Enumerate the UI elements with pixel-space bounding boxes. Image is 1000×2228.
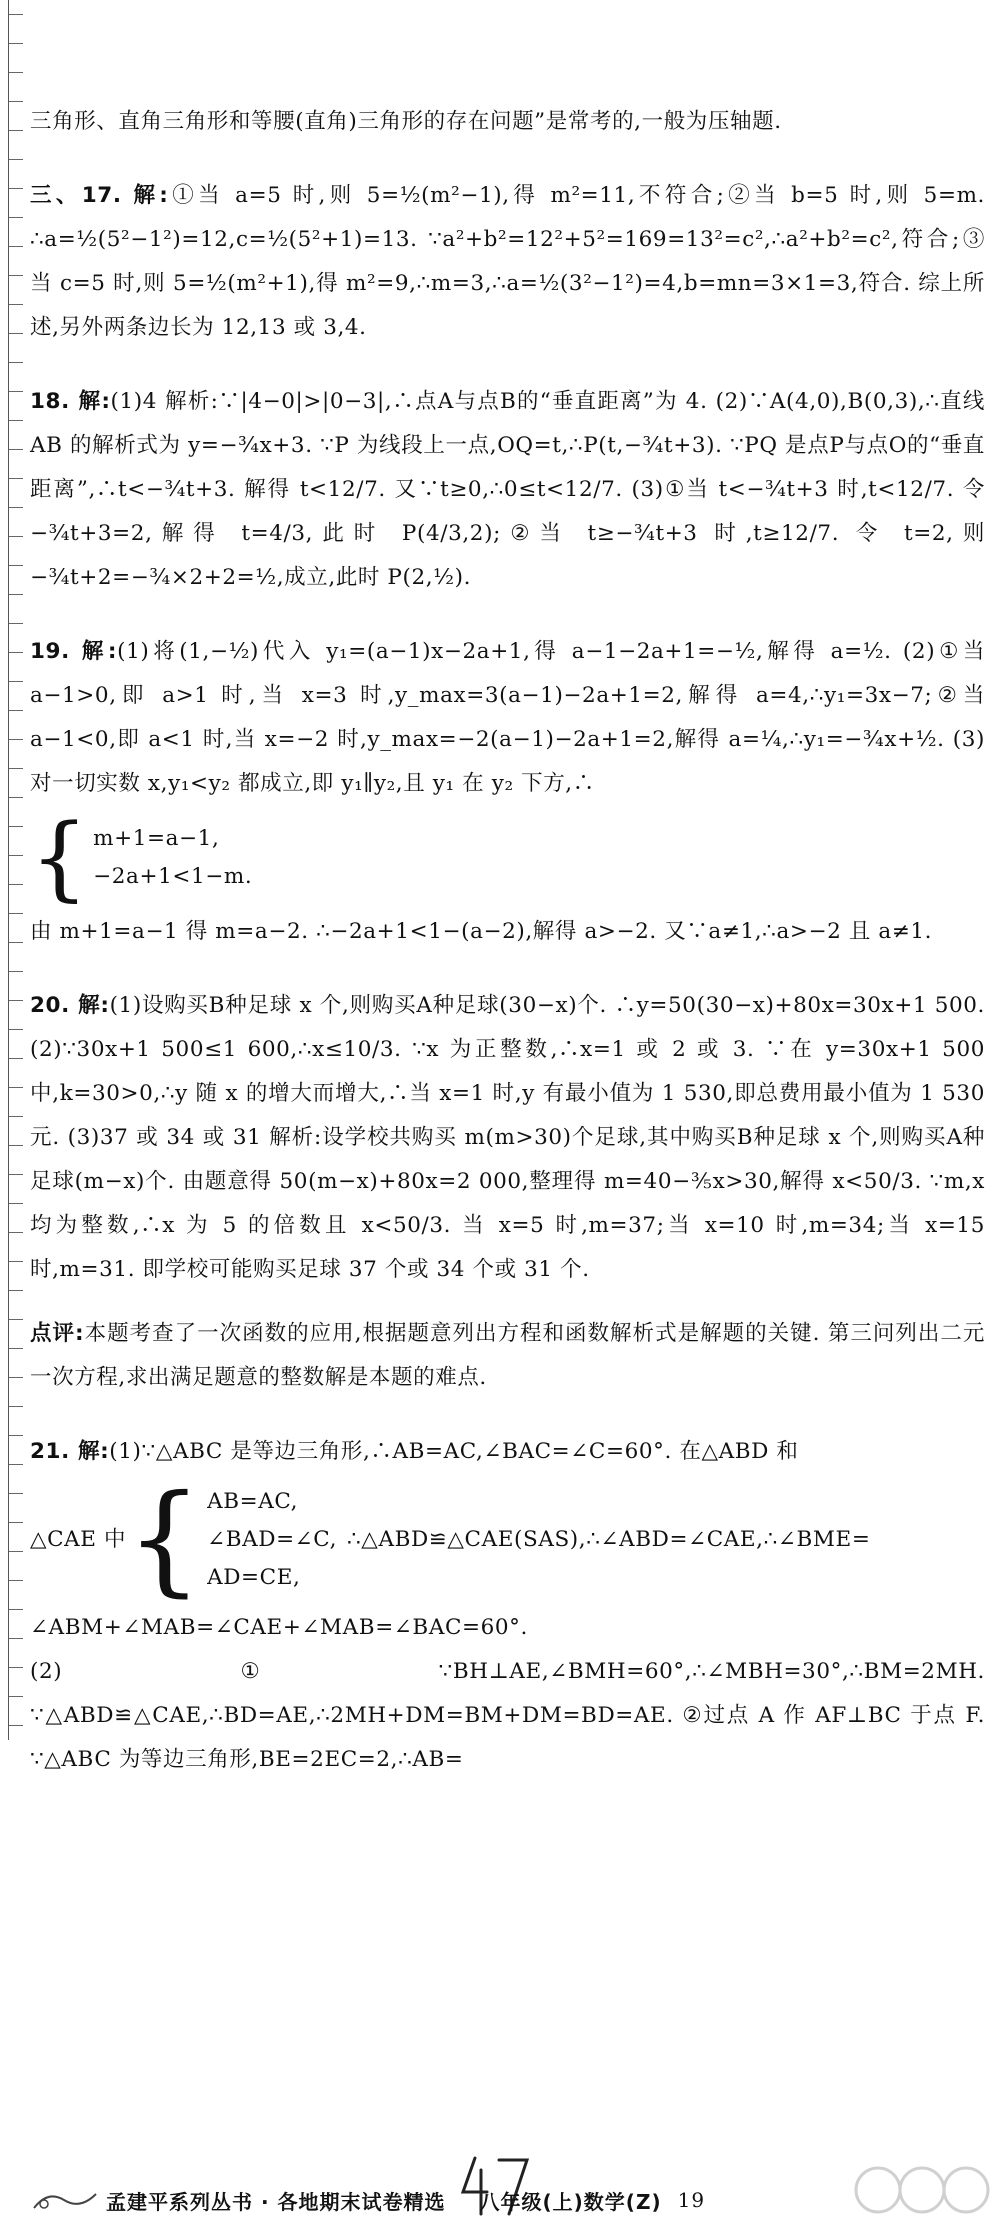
solution-text: (1)∵△ABC 是等边三角形,∴AB=AC,∠BAC=∠C=60°. 在△ABD 和	[109, 1439, 799, 1464]
comment-20	[30, 1312, 985, 1400]
system-after-text: ∴△ABD≌△CAE(SAS),∴∠ABD=∠CAE,∴∠BME=	[347, 1527, 871, 1552]
solution-text: 由 m+1=a−1 得 m=a−2. ∴−2a+1<1−(a−2),解得 a>−2. 又∵a≠1,∴a>−2 且 a≠1.	[30, 919, 933, 944]
footer-page-number: 19	[677, 2188, 706, 2212]
paragraph-intro	[30, 100, 985, 144]
system-prefix: △CAE 中	[30, 1527, 127, 1552]
solution-19	[30, 630, 985, 954]
solution-21	[30, 1430, 985, 1782]
solution-text: (1)将(1,−½)代入 y₁=(a−1)x−2a+1,得 a−1−2a+1=−½,解得 a=½. (2)①当 a−1>0,即 a>1 时,当 x=3 时,y_max=3(a−1)−2a+1=2,解得 a=4,∴y₁=3x−7;②当 a−1<0,即 a<1 时,当 x=−2 时,y_max=−2(a−1)−2a+1=2,解得 a=¼,∴y₁=−¾x+½. (3)对一切实数 x,y₁<y₂ 都成立,即 y₁∥y₂,且 y₁ 在 y₂ 下方,∴	[30, 639, 985, 796]
question-label: 21. 解:	[30, 1439, 110, 1464]
solution-text: (1)4 解析:∵|4−0|>|0−3|,∴点A与点B的“垂直距离”为 4. (2)∵A(4,0),B(0,3),∴直线 AB 的解析式为 y=−¾x+3. ∵P 为线段上一点,OQ=t,∴P(t,−¾t+3). ∵PQ 是点P与点O的“垂直距离”,∴t<−¾t+3. 解得 t<12/7. 又∵t≥0,∴0≤t<12/7. (3)①当 t<−¾t+3 时,t<12/7. 令 −¾t+3=2,解得 t=4/3,此时 P(4/3,2);②当 t≥−¾t+3 时,t≥12/7. 令 t=2,则 −¾t+2=−¾×2+2=½,成立,此时 P(2,½).	[30, 389, 985, 590]
comment-text: 本题考查了一次函数的应用,根据题意列出方程和函数解析式是解题的关键. 第三问列出二元一次方程,求出满足题意的整数解是本题的难点.	[30, 1321, 985, 1390]
left-brace-icon: {	[126, 1470, 204, 1609]
solution-20	[30, 984, 985, 1292]
system-line: ∠BAD=∠C,	[207, 1527, 338, 1552]
publisher-logo-icon	[30, 2186, 100, 2214]
solution-18	[30, 380, 985, 600]
system-line: AD=CE,	[207, 1565, 301, 1590]
question-label: 三、17. 解:	[30, 183, 169, 208]
footer-grade: 八年级(上)数学(Z)	[479, 2189, 662, 2214]
question-label: 20. 解:	[30, 993, 110, 1018]
paragraph-text: 三角形、直角三角形和等腰(直角)三角形的存在问题”是常考的,一般为压轴题.	[30, 109, 782, 134]
congruence-system	[30, 1470, 985, 1609]
left-brace-icon: {	[30, 804, 90, 911]
question-label: 19. 解:	[30, 639, 118, 664]
question-label: 18. 解:	[30, 389, 111, 414]
page-footer	[30, 2180, 985, 2220]
solution-text: ∠ABM+∠MAB=∠CAE+∠MAB=∠BAC=60°. (2)①∵BH⊥AE,∠BMH=60°,∴∠MBH=30°,∴BM=2MH. ∵△ABD≌△CAE,∴BD=AE,∴2MH+DM=BM+DM=BD=AE. ②过点 A 作 AF⊥BC 于点 F. ∵△ABC 为等边三角形,BE=2EC=2,∴AB=	[30, 1615, 985, 1772]
system-line: AB=AC,	[207, 1489, 299, 1514]
binding-margin-line	[8, 0, 23, 1740]
solution-text: (1)设购买B种足球 x 个,则购买A种足球(30−x)个. ∴y=50(30−x)+80x=30x+1 500. (2)∵30x+1 500≤1 600,∴x≤10/3. ∵x 为正整数,∴x=1 或 2 或 3. ∵在 y=30x+1 500 中,k=30>0,∴y 随 x 的增大而增大,∴当 x=1 时,y 有最小值为 1 530,即总费用最小值为 1 530 元. (3)37 或 34 或 31 解析:设学校共购买 m(m>30)个足球,其中购买B种足球 x 个,则购买A种足球(m−x)个. 由题意得 50(m−x)+80x=2 000,整理得 m=40−⅗x>30,解得 x<50/3. ∵m,x 均为整数,∴x 为 5 的倍数且 x<50/3. 当 x=5 时,m=37;当 x=10 时,m=34;当 x=15 时,m=31. 即学校可能购买足球 37 个或 34 个或 31 个.	[30, 993, 985, 1282]
solution-17	[30, 174, 985, 350]
system-line: −2a+1<1−m.	[93, 864, 253, 889]
inequality-system	[30, 804, 985, 911]
system-line: m+1=a−1,	[93, 826, 220, 851]
solution-text: ①当 a=5 时,则 5=½(m²−1),得 m²=11,不符合;②当 b=5 时,则 5=m. ∴a=½(5²−1²)=12,c=½(5²+1)=13. ∵a²+b²=12²+5²=169=13²=c²,∴a²+b²=c²,符合;③当 c=5 时,则 5=½(m²+1),得 m²=9,∴m=3,∴a=½(3²−1²)=4,b=mn=3×1=3,符合. 综上所述,另外两条边长为 12,13 或 3,4.	[30, 183, 985, 340]
solutions-content	[30, 100, 985, 1812]
comment-label: 点评:	[30, 1321, 85, 1346]
watermark-logo-icon	[844, 2160, 994, 2224]
footer-series: 孟建平系列丛书 · 各地期末试卷精选	[106, 2189, 446, 2214]
